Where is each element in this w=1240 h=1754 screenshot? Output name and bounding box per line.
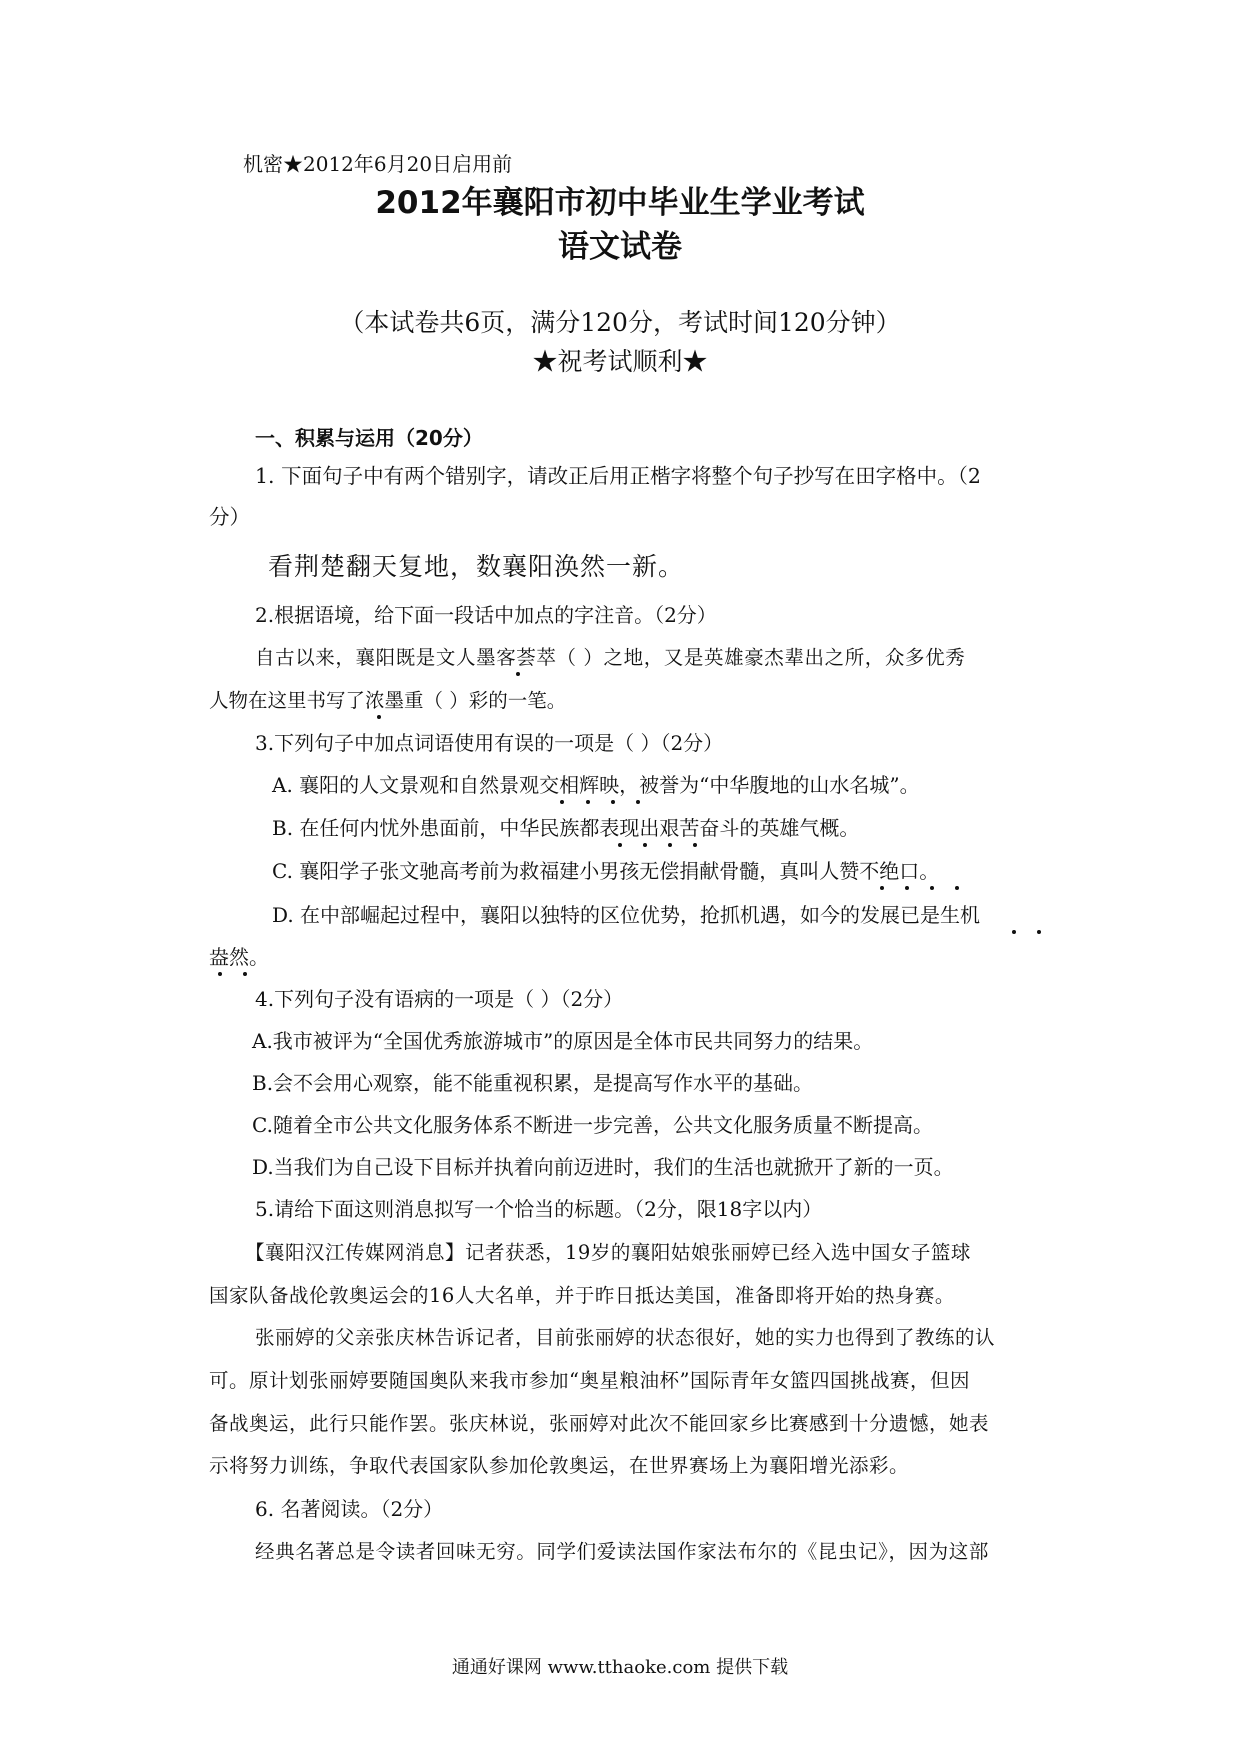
question-1-cont: 分） [209, 505, 250, 529]
news-paragraph-line: 备战奥运，此行只能作罢。张庆林说，张丽婷对此次不能回家乡比赛感到十分遗憾，她表 [209, 1412, 990, 1435]
emphasis-dot [218, 972, 222, 976]
news-paragraph-line: 张丽婷的父亲张庆林告诉记者，目前张丽婷的状态很好，她的实力也得到了教练的认 [255, 1326, 996, 1349]
emphasis-dot [586, 800, 590, 804]
emphasis-dot [243, 972, 247, 976]
emphasis-dot [1037, 930, 1041, 934]
emphasis-dot [880, 886, 884, 890]
news-paragraph-line: 示将努力训练，争取代表国家队参加伦敦奥运，在世界赛场上为襄阳增光添彩。 [209, 1454, 910, 1477]
q1-sentence: 看荆楚翻天复地，数襄阳涣然一新。 [268, 552, 685, 581]
emphasis-dot [930, 886, 934, 890]
q3-option-d: D. 在中部崛起过程中，襄阳以独特的区位优势，抢抓机遇，如今的发展已是生机 [272, 903, 981, 927]
q6-paragraph-line: 经典名著总是令读者回味无穷。同学们爱读法国作家法布尔的《昆虫记》，因为这部 [255, 1540, 989, 1563]
emphasis-dot [955, 886, 959, 890]
emphasis-dot [516, 672, 520, 676]
q4-option-c: C.随着全市公共文化服务体系不断进一步完善，公共文化服务质量不断提高。 [252, 1113, 933, 1137]
news-paragraph-line: 国家队备战伦敦奥运会的16人大名单，并于昨日抵达美国，准备即将开始的热身赛。 [209, 1284, 955, 1307]
exam-info: （本试卷共6页，满分120分，考试时间120分钟） [339, 308, 901, 337]
emphasis-dot [668, 843, 672, 847]
exam-title: 2012年襄阳市初中毕业生学业考试 [375, 185, 865, 221]
q3-option-c: C. 襄阳学子张文驰高考前为救福建小男孩无偿捐献骨髓，真叫人赞不绝口。 [272, 859, 940, 883]
q4-option-a: A.我市被评为“全国优秀旅游城市”的原因是全体市民共同努力的结果。 [252, 1029, 874, 1053]
question-4: 4.下列句子没有语病的一项是（ ）（2分） [255, 987, 624, 1011]
q2-passage-line: 人物在这里书写了浓墨重（ ）彩的一笔。 [209, 689, 567, 712]
emphasis-dot [636, 800, 640, 804]
emphasis-dot [377, 715, 381, 719]
question-2: 2.根据语境，给下面一段话中加点的字注音。（2分） [255, 603, 717, 627]
question-5: 5.请给下面这则消息拟写一个恰当的标题。（2分，限18字以内） [255, 1197, 823, 1221]
q3-option-b: B. 在任何内忧外患面前，中华民族都表现出艰苦奋斗的英雄气概。 [272, 816, 860, 840]
q3-option-d-cont: 盎然。 [209, 945, 269, 969]
question-6: 6. 名著阅读。（2分） [255, 1497, 444, 1521]
q3-option-a: A. 襄阳的人文景观和自然景观交相辉映，被誉为“中华腹地的山水名城”。 [272, 773, 920, 797]
news-paragraph-line: 【襄阳汉江传媒网消息】记者获悉，19岁的襄阳姑娘张丽婷已经入选中国女子篮球 [245, 1241, 971, 1264]
emphasis-dot [905, 886, 909, 890]
footer-source: 通通好课网 www.tthaoke.com 提供下载 [451, 1657, 789, 1678]
question-3: 3.下列句子中加点词语使用有误的一项是（ ）（2分） [255, 731, 724, 755]
emphasis-dot [693, 843, 697, 847]
exam-subtitle: 语文试卷 [558, 229, 682, 265]
question-1: 1. 下面句子中有两个错别字，请改正后用正楷字将整个句子抄写在田字格中。（2 [255, 464, 981, 488]
confidential-notice: 机密★2012年6月20日启用前 [243, 152, 513, 176]
emphasis-dot [618, 843, 622, 847]
emphasis-dot [643, 843, 647, 847]
emphasis-dot [1012, 930, 1016, 934]
q2-passage-line: 自古以来，襄阳既是文人墨客荟萃（ ）之地，又是英雄豪杰辈出之所，众多优秀 [255, 646, 966, 669]
emphasis-dot [611, 800, 615, 804]
news-paragraph-line: 可。原计划张丽婷要随国奥队来我市参加“奥星粮油杯”国际青年女篮四国挑战赛，但因 [209, 1369, 970, 1392]
emphasis-dot [560, 800, 564, 804]
q4-option-b: B.会不会用心观察，能不能重视积累，是提高写作水平的基础。 [252, 1071, 814, 1095]
good-luck-line: ★祝考试顺利★ [532, 347, 708, 376]
section-heading: 一、积累与运用（20分） [255, 426, 483, 450]
q4-option-d: D.当我们为自己设下目标并执着向前迈进时，我们的生活也就掀开了新的一页。 [252, 1155, 954, 1179]
